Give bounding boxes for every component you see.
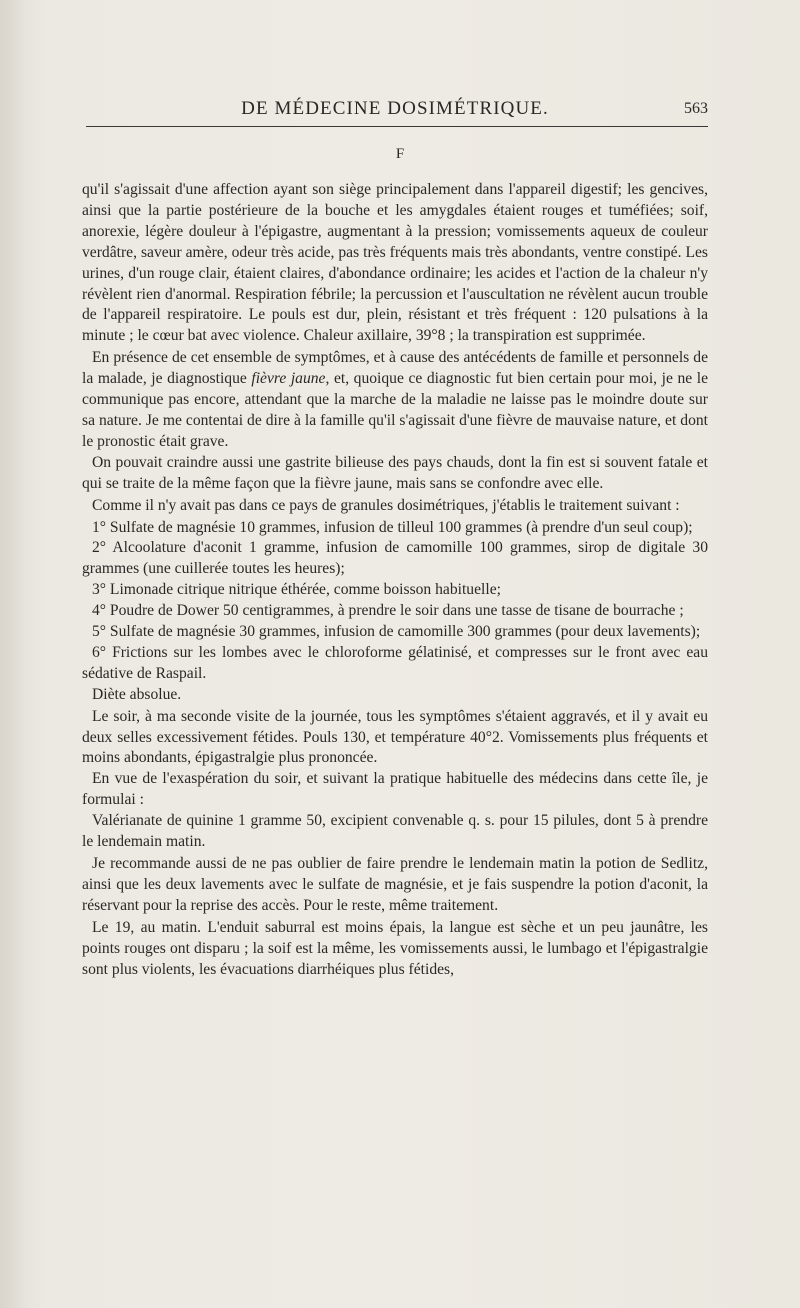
treatment-item-2: 2° Alcoolature d'aconit 1 gramme, infusion de camomille 100 grammes, sirop de digitale 30 grammes (une cuillerée toutes les heures); [82,539,708,578]
page-gutter-shadow [0,0,26,1308]
paragraph-exasperation: En vue de l'exaspération du soir, et suivant la pratique habituelle des médecins dans cette île, je formulai : [82,770,708,809]
paragraph-diet: Diète absolue. [92,685,182,703]
diagnosis-text-after: , et, quoique ce diagnostic fut bien certain pour moi, je ne le communique pas encore, attendant que la marche de la maladie ne laisse pas le moindre doute sur sa nature. Je me contentai de dire à la famille qu'il s'agissait d'une fièvre de mauvaise nature, et dont le pronostic était grave. [82,370,708,450]
paragraph-diagnosis [82,348,708,453]
treatment-item-1: 1° Sulfate de magnésie 10 grammes, infusion de tilleul 100 grammes (à prendre d'un seul coup); [92,518,693,536]
page-number: 563 [684,100,708,117]
paragraph-prescription: Valérianate de quinine 1 gramme 50, excipient convenable q. s. pour 15 pilules, dont 5 à prendre le lendemain matin. [82,812,708,851]
treatment-item-3: 3° Limonade citrique nitrique éthérée, comme boisson habituelle; [92,581,501,599]
paragraph-gastritis: On pouvait craindre aussi une gastrite bilieuse des pays chauds, dont la fin est si souvent fatale et qui se traite de la même façon que la fièvre jaune, mais sans se confondre avec elle. [82,453,708,492]
running-head [82,98,708,122]
paragraph-day-19: Le 19, au matin. L'enduit saburral est moins épais, la langue est sèche et un peu jaunâtre, les points rouges ont disparu ; la soif est la même, les vomissements aussi, le lumbago et l'épigastralgie sont plus violents, les évacuations diarrhéiques plus fétides, [82,918,708,978]
paragraph-symptoms: qu'il s'agissait d'une affection ayant son siège principalement dans l'appareil digestif; les gencives, ainsi que la partie postérieure de la bouche et les amygdales étaient rouges et tuméfiées; soif, anorexie, légère douleur à l'épigastre, augmentant à la pression; vomissements aqueux de couleur verdâtre, saveur amère, odeur très acide, pas très fréquents mais très abondants, ventre constipé. Les urines, d'un rouge clair, étaient claires, d'abondance ordinaire; les acides et l'action de la chaleur n'y révèlent rien d'anormal. Respiration fébrile; la percussion et l'auscultation ne révèlent aucun trouble de l'appareil respiratoire. Le pouls est dur, plein, résistant et très fréquent : 120 pulsations à la minute ; le cœur bat avec violence. Chaleur axillaire, 39°8 ; la transpiration est supprimée. [82,181,708,345]
paragraph-treatment-intro: Comme il n'y avait pas dans ce pays de granules dosimétriques, j'établis le traitement suivant : [92,496,680,514]
body-text [82,180,708,980]
treatment-item-5: 5° Sulfate de magnésie 30 grammes, infusion de camomille 300 grammes (pour deux lavements); [92,623,701,641]
signature-mark: F [395,146,405,162]
treatment-item-4: 4° Poudre de Dower 50 centigrammes, à prendre le soir dans une tasse de tisane de bourrache ; [92,602,684,620]
treatment-item-6: 6° Frictions sur les lombes avec le chloroforme gélatinisé, et compresses sur le front avec eau sédative de Raspail. [82,643,708,682]
running-title: DE MÉDECINE DOSIMÉTRIQUE. [241,98,549,119]
paragraph-evening-visit: Le soir, à ma seconde visite de la journée, tous les symptômes s'étaient aggravés, et il y avait eu deux selles excessivement fétides. Pouls 130, et température 40°2. Vomissements plus fréquents et moins abondants, épigastralgie plus prononcée. [82,707,708,767]
diagnosis-emphasis: fièvre jaune [251,370,326,388]
diagnosis-text-before: En présence de cet ensemble de symptômes, et à cause des antécédents de famille et personnels de la malade, je diagnostique [82,349,708,388]
paragraph-recommendation: Je recommande aussi de ne pas oublier de faire prendre le lendemain matin la potion de Sedlitz, ainsi que les deux lavements avec le sulfate de magnésie, et je fais suspendre la potion d'aconit, la réservant pour la reprise des accès. Pour le reste, même traitement. [82,855,708,914]
header-rule [86,126,708,127]
